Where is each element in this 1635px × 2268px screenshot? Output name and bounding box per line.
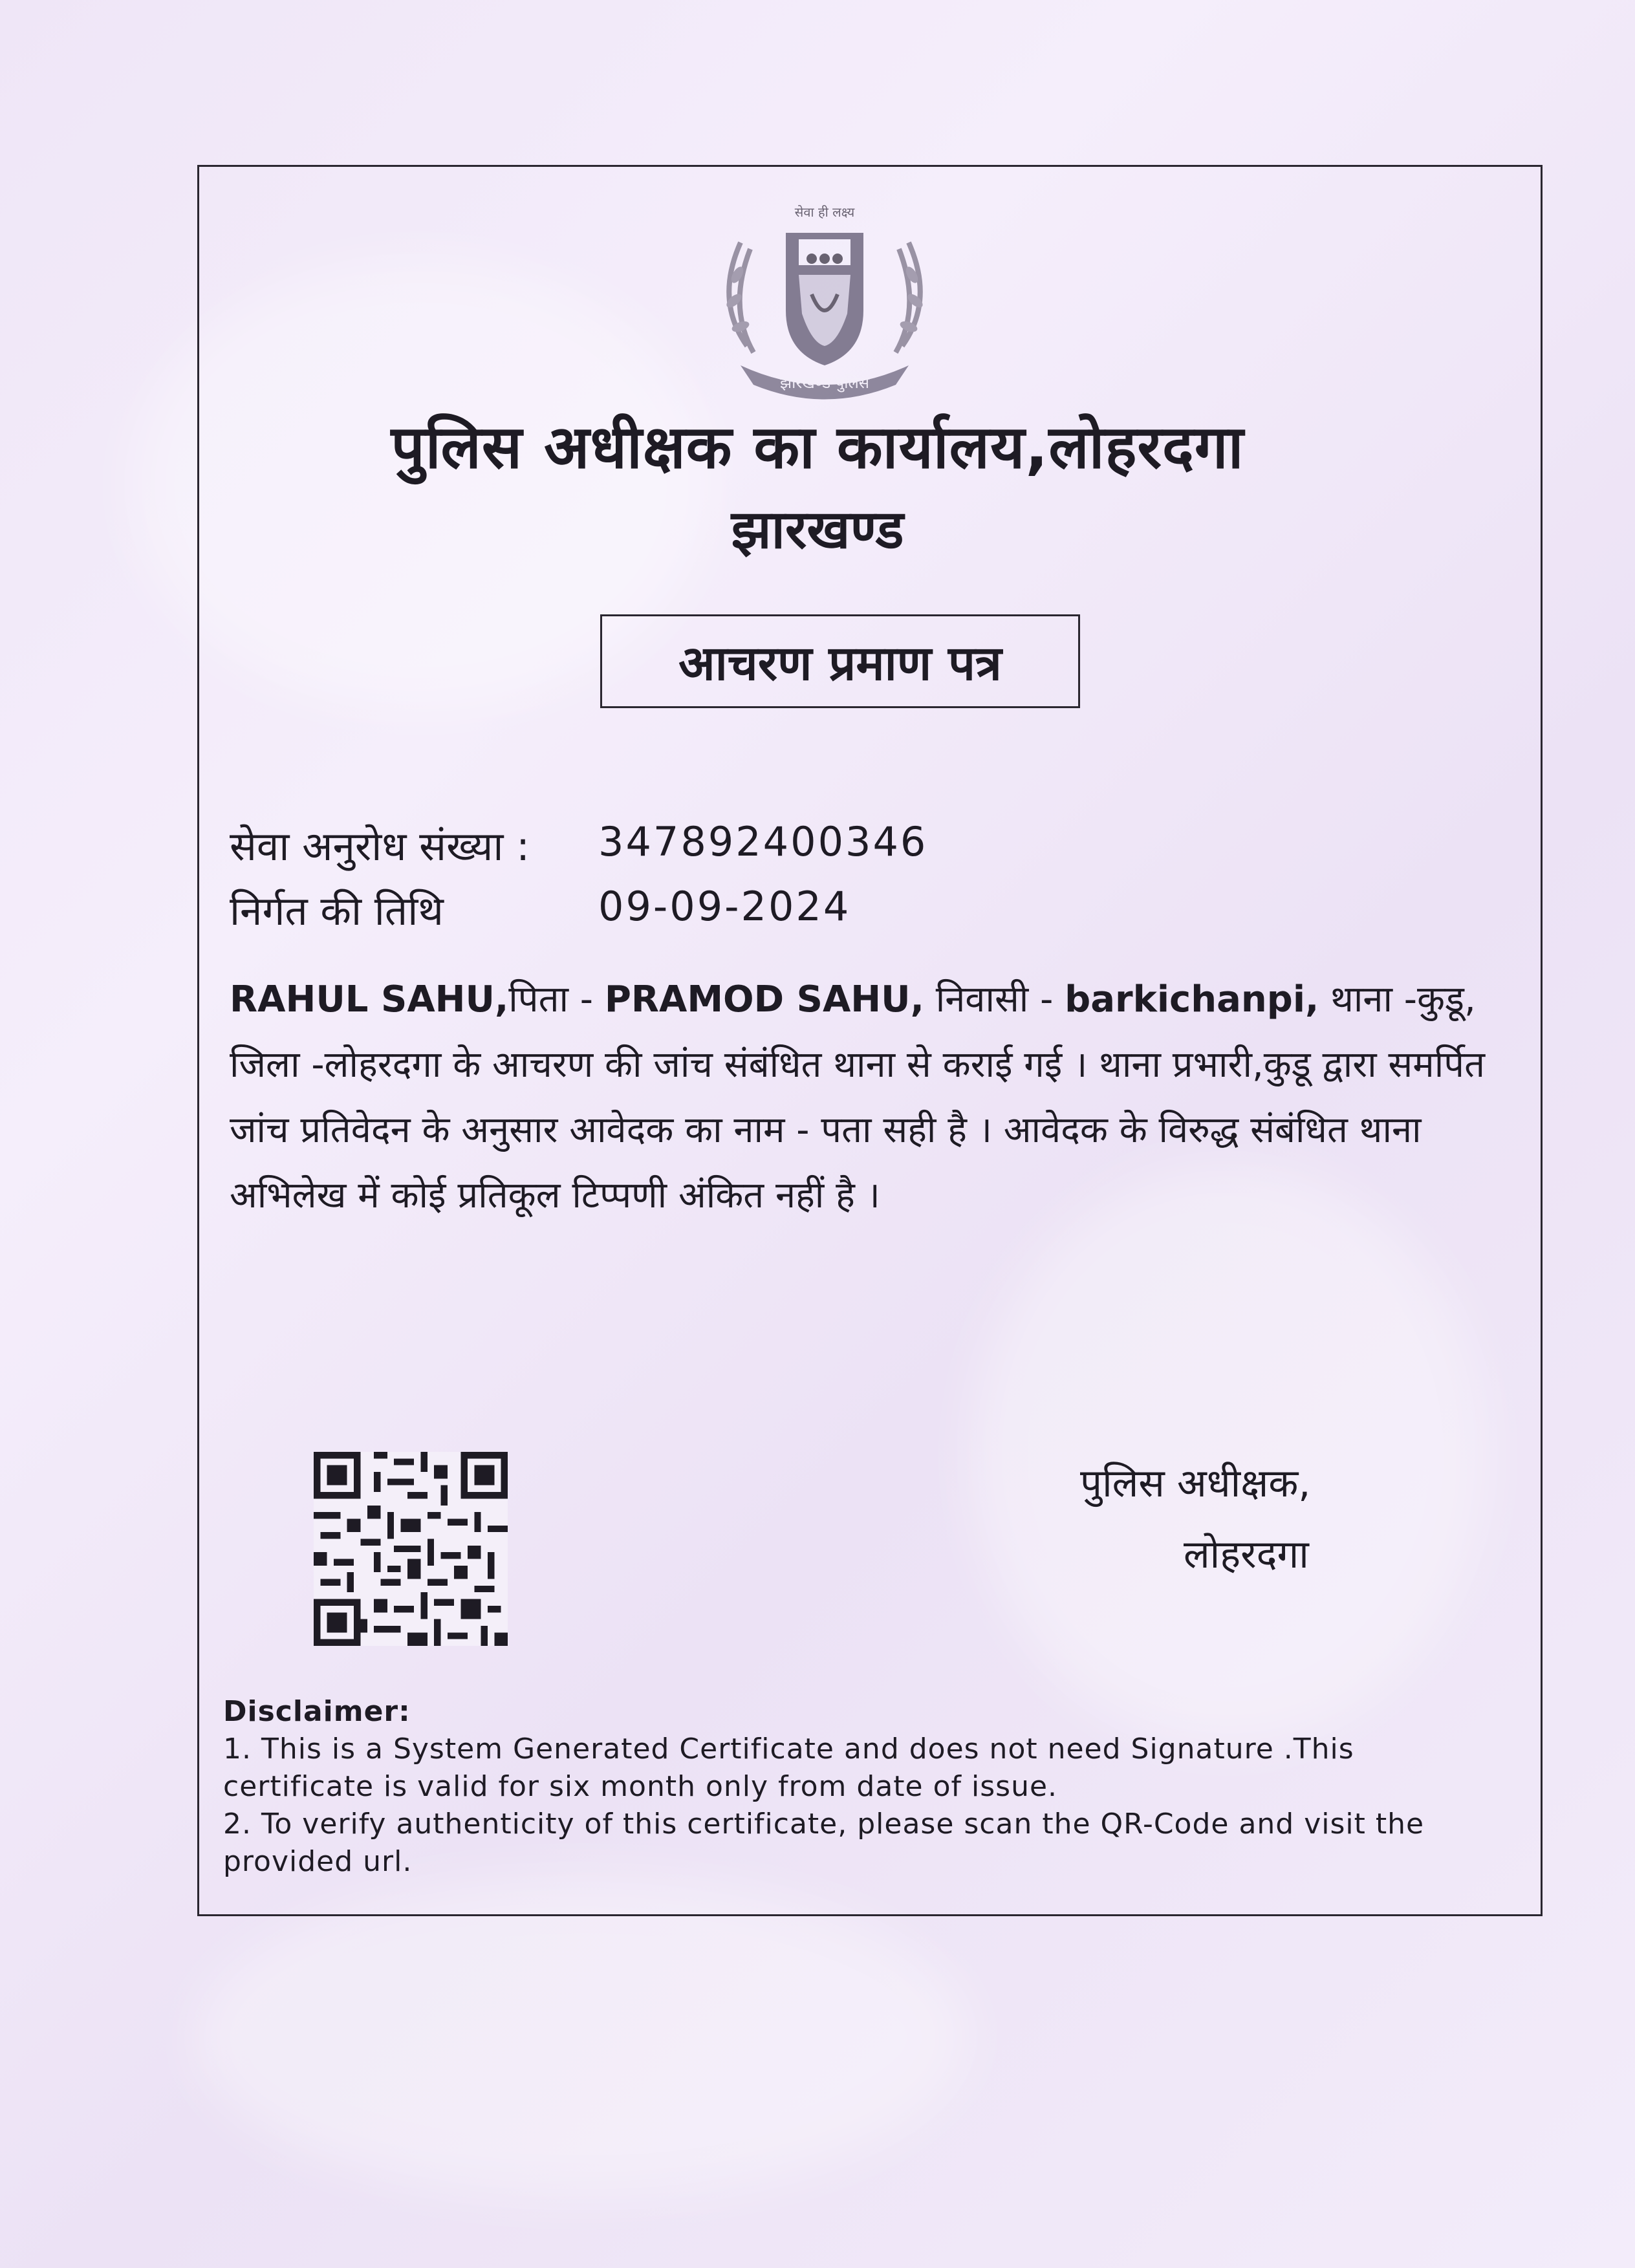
applicant-name: RAHUL SAHU,: [230, 978, 509, 1021]
request-number-row: [230, 818, 928, 872]
certificate-body: [230, 967, 1510, 1228]
request-number-value: 347892400346: [598, 818, 928, 865]
father-name: PRAMOD SAHU,: [604, 978, 924, 1021]
emblem-motto: सेवा ही लक्ष्य: [794, 204, 855, 220]
village-name: barkichanpi,: [1065, 978, 1319, 1021]
issue-date-label: निर्गत की तिथि: [230, 887, 444, 934]
signatory-title: पुलिस अधीक्षक,: [1080, 1461, 1311, 1506]
disclaimer-item-1: 1. This is a System Generated Certificate and does not need Signature .This certificate is valid for six month only from date of issue.: [223, 1733, 1354, 1803]
certificate-statement: थाना -कुडू, जिला -लोहरदगा के आचरण की जांच संबंधित थाना से कराई गई । थाना प्रभारी,कुडू द्वारा समर्पित जांच प्रतिवेदन के अनुसार आवेदक का नाम - पता सही है । आवेदक के विरुद्ध संबंधित थाना अभिलेख में कोई प्रतिकूल टिप्पणी अंकित नहीं है ।: [230, 978, 1486, 1216]
signatory-location: लोहरदगा: [1184, 1532, 1309, 1577]
issue-date-value: 09-09-2024: [598, 883, 851, 930]
certificate-title-box: [600, 614, 1080, 708]
emblem-banner: झारखण्ड पुलिस: [779, 374, 870, 392]
disclaimer-item-2: 2. To verify authenticity of this certificate, please scan the QR-Code and visit the provided url.: [223, 1808, 1425, 1878]
certificate-title: आचरण प्रमाण पत्र: [678, 636, 1002, 691]
residence-label: निवासी -: [924, 978, 1065, 1021]
qr-code[interactable]: [314, 1452, 508, 1646]
office-title: पुलिस अधीक्षक का कार्यालय,लोहरदगा: [391, 413, 1244, 482]
issue-date-row: [230, 883, 851, 937]
jharkhand-police-emblem: [702, 197, 947, 411]
state-title: झारखण्ड: [731, 499, 904, 561]
father-label: पिता -: [508, 978, 605, 1021]
disclaimer-heading: Disclaimer:: [223, 1695, 411, 1728]
disclaimer: [223, 1693, 1504, 1881]
request-number-label: सेवा अनुरोध संख्या :: [230, 823, 530, 870]
